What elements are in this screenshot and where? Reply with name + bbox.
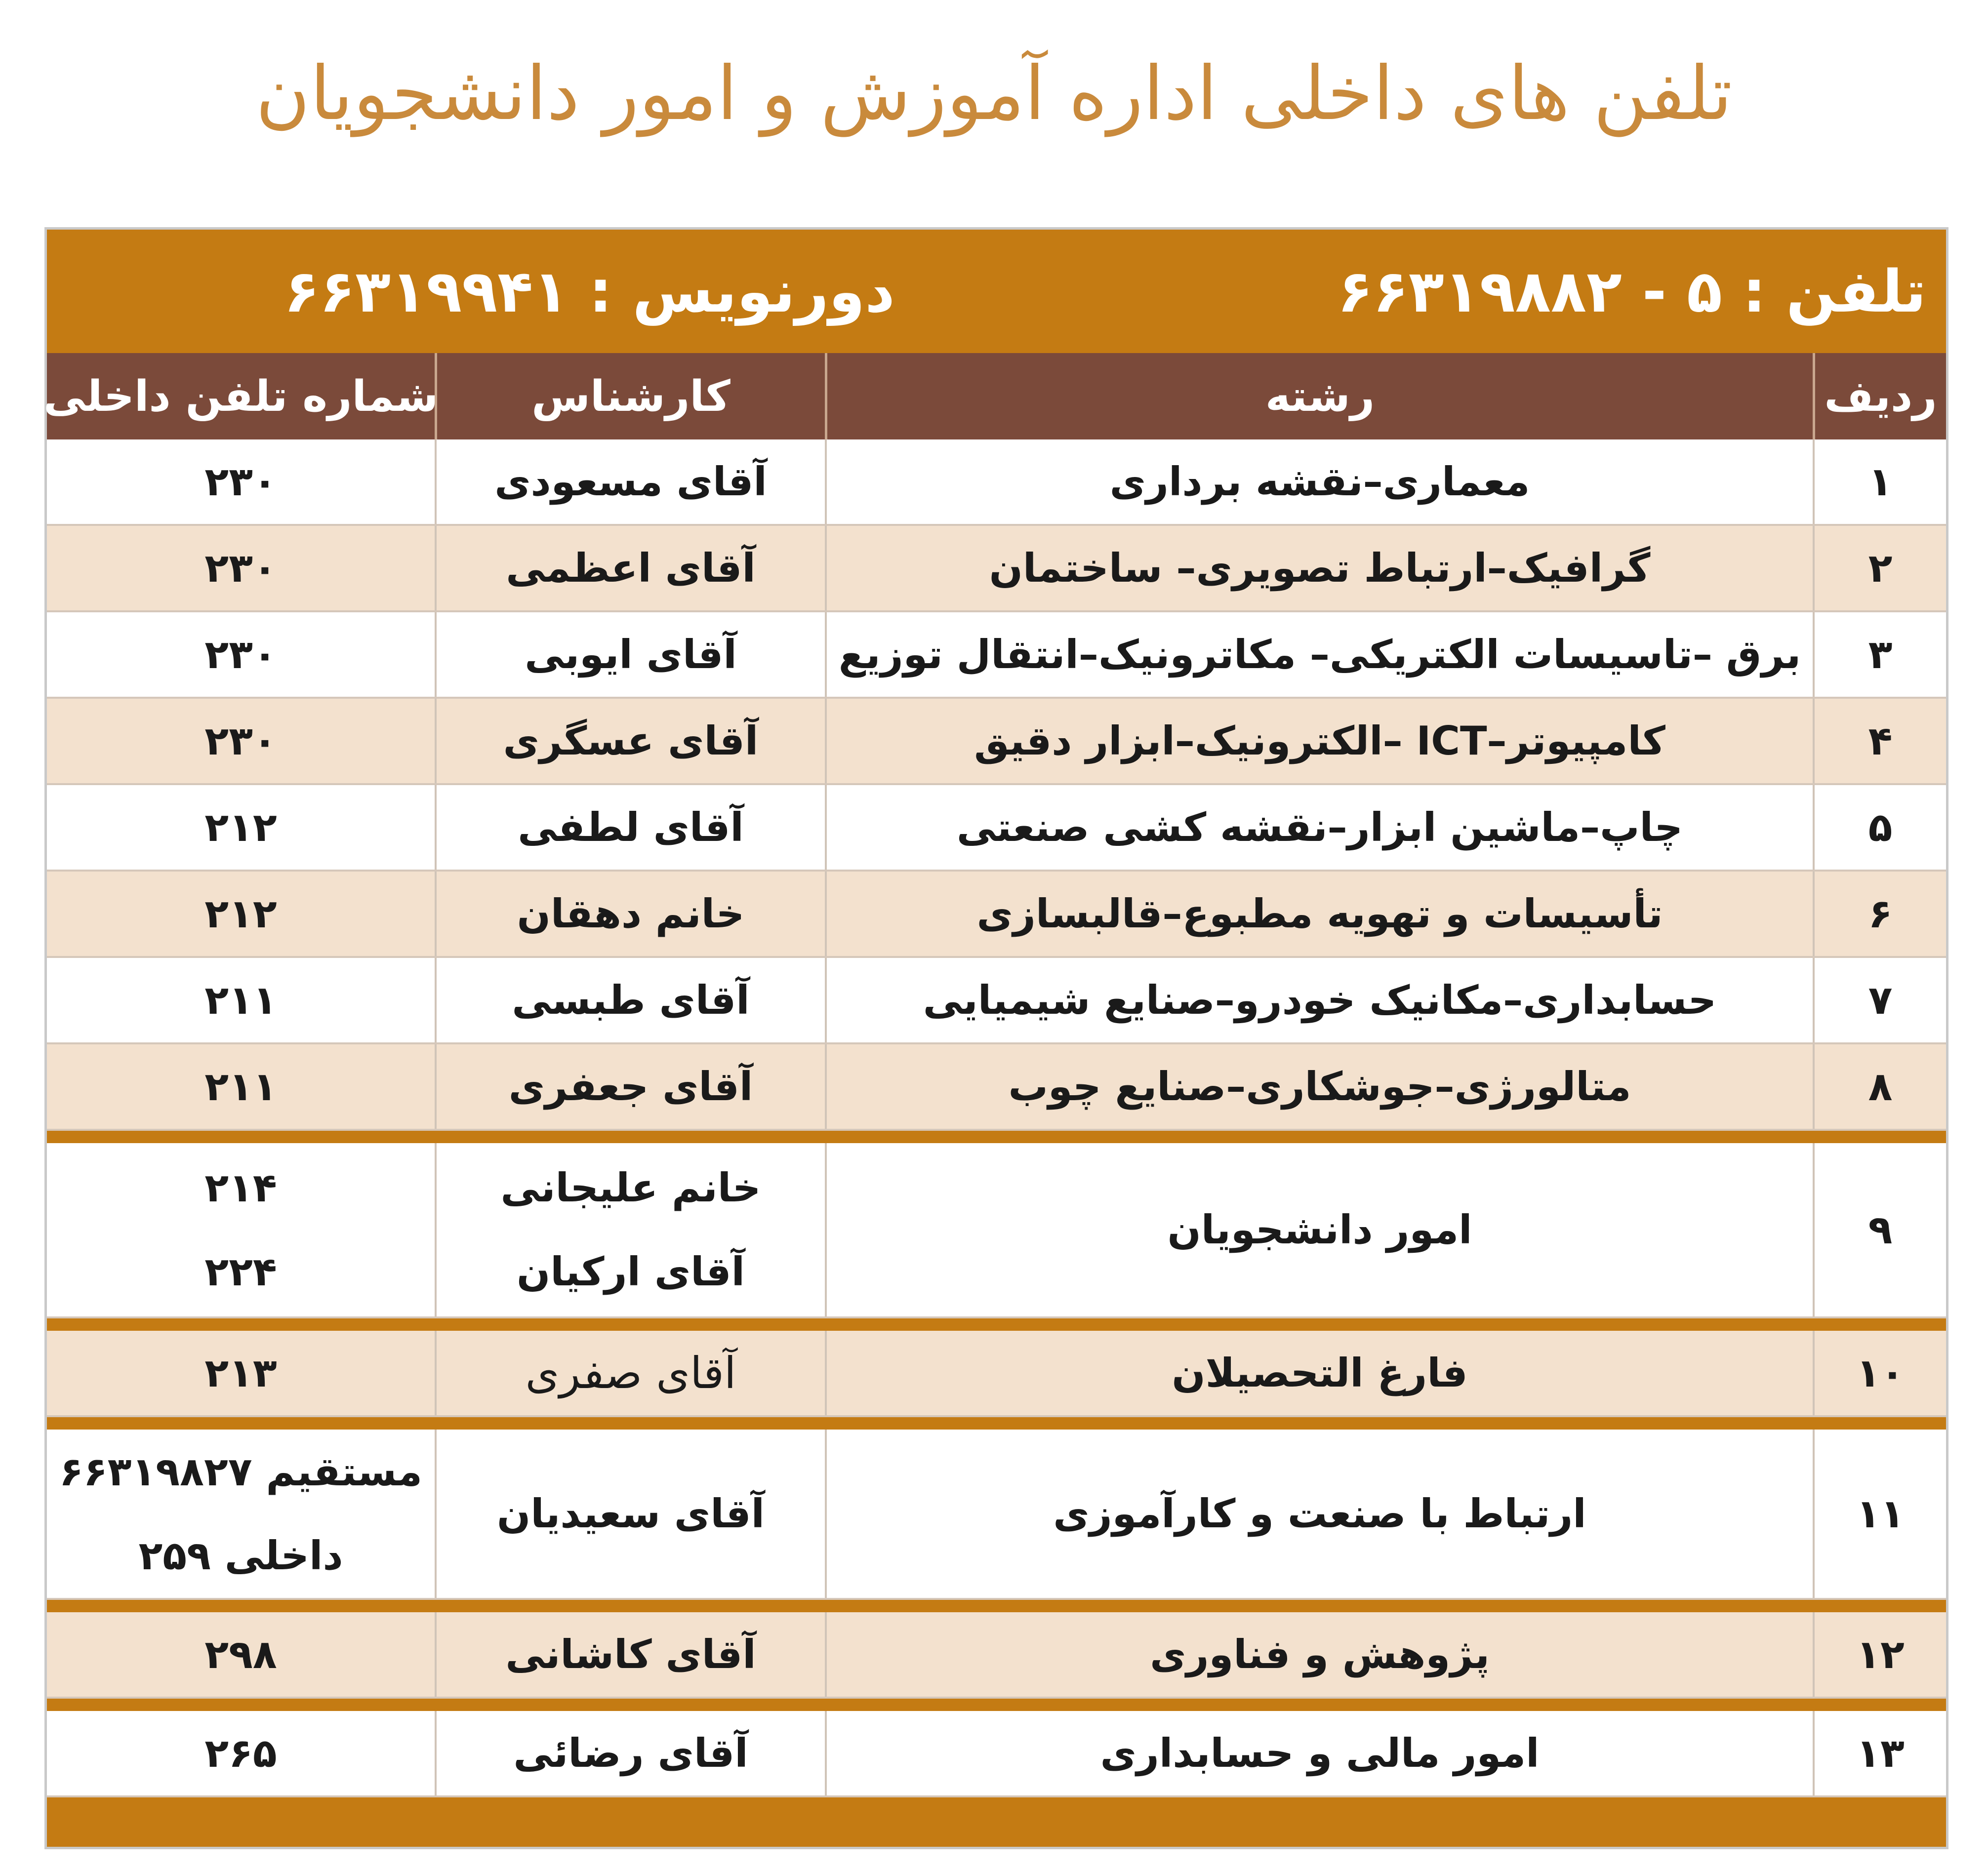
tel-line: مستقیم ۶۶۳۱۹۸۲۷: [59, 1448, 423, 1495]
cell-reshte: تأسیسات و تهویه مطبوع–قالبسازی: [825, 872, 1813, 956]
header-reshte: رشته: [825, 353, 1813, 439]
cell-reshte: پژوهش و فناوری: [825, 1612, 1813, 1697]
cell-karshenas: آقای اعظمی: [435, 526, 825, 610]
table-row: [47, 958, 1946, 1044]
cell-radif: ۱۱: [1813, 1430, 1946, 1598]
cell-reshte: متالورژی–جوشکاری–صنایع چوب: [825, 1044, 1813, 1129]
tel-line: داخلی ۲۵۹: [138, 1532, 343, 1579]
table-row: [47, 785, 1946, 872]
cell-radif: ۱۲: [1813, 1612, 1946, 1697]
contact-bar: [47, 230, 1946, 353]
row-separator: [47, 1417, 1946, 1430]
cell-karshenas: خانم دهقان: [435, 872, 825, 956]
table-row: [47, 1612, 1946, 1699]
cell-karshenas: آقای عسگری: [435, 699, 825, 783]
karshenas-line: آقای ارکیان: [517, 1248, 745, 1295]
cell-reshte: فارغ التحصیلان: [825, 1331, 1813, 1415]
table-row: [47, 699, 1946, 785]
cell-karshenas: آقای ایوبی: [435, 612, 825, 697]
cell-tel: ۲۱۲: [204, 891, 277, 937]
cell-karshenas: آقای کاشانی: [435, 1612, 825, 1697]
cell-tel: ۲۳۰: [204, 545, 277, 591]
cell-karshenas: آقای طبسی: [435, 958, 825, 1042]
cell-tel: ۲۳۰: [204, 459, 277, 505]
table-row: [47, 526, 1946, 612]
fax-number: دورنویس : ۶۶۳۱۹۹۴۱: [284, 257, 895, 325]
table-row: [47, 1044, 1946, 1131]
cell-tel: [47, 1143, 435, 1316]
cell-reshte: ارتباط با صنعت و کارآموزی: [825, 1430, 1813, 1598]
main-phone: تلفن : ۵ - ۶۶۳۱۹۸۸۲: [1337, 257, 1926, 325]
cell-tel: ۲۱۱: [204, 977, 277, 1023]
row-separator: [47, 1699, 1946, 1711]
header-radif: ردیف: [1813, 353, 1946, 439]
cell-radif: ۷: [1813, 958, 1946, 1042]
row-separator: [47, 1131, 1946, 1143]
tel-line: ۲۲۴: [204, 1248, 277, 1295]
cell-radif: ۳: [1813, 612, 1946, 697]
cell-radif: ۵: [1813, 785, 1946, 870]
phone-table: [44, 227, 1948, 1849]
cell-karshenas: آقای صفری: [435, 1331, 825, 1415]
cell-karshenas: آقای سعیدیان: [435, 1430, 825, 1598]
cell-reshte: برق –تاسیسات الکتریکی– مکاترونیک–انتقال توزیع: [825, 612, 1813, 697]
cell-tel: ۲۶۵: [204, 1730, 277, 1776]
tel-line: ۲۱۴: [204, 1164, 277, 1211]
cell-reshte: گرافیک–ارتباط تصویری– ساختمان: [825, 526, 1813, 610]
cell-karshenas: [435, 1143, 825, 1316]
table-row: [47, 1331, 1946, 1417]
cell-tel: [47, 1430, 435, 1598]
cell-reshte: معماری–نقشه برداری: [825, 439, 1813, 524]
header-tel: شماره تلفن داخلی: [43, 371, 439, 421]
cell-tel: ۲۱۱: [204, 1064, 277, 1110]
row-separator: [47, 1600, 1946, 1612]
cell-radif: ۱۳: [1813, 1711, 1946, 1795]
cell-karshenas: آقای رضائی: [435, 1711, 825, 1795]
cell-radif: ۶: [1813, 872, 1946, 956]
table-row: [47, 872, 1946, 958]
cell-radif: ۸: [1813, 1044, 1946, 1129]
header-karshenas: کارشناس: [435, 353, 825, 439]
table-row: [47, 612, 1946, 699]
cell-tel: ۲۹۸: [204, 1631, 277, 1677]
cell-radif: ۱: [1813, 439, 1946, 524]
cell-radif: ۱۰: [1813, 1331, 1946, 1415]
cell-radif: ۹: [1813, 1143, 1946, 1316]
cell-reshte: حسابداری–مکانیک خودرو–صنایع شیمیایی: [825, 958, 1813, 1042]
cell-reshte: امور دانشجویان: [825, 1143, 1813, 1316]
cell-karshenas: آقای لطفی: [435, 785, 825, 870]
table-row: [47, 1711, 1946, 1797]
cell-tel: ۲۳۰: [204, 632, 277, 677]
row-separator: [47, 1318, 1946, 1331]
cell-tel: ۲۳۰: [204, 718, 277, 764]
footer-bar: [47, 1797, 1946, 1847]
table-row: [47, 439, 1946, 526]
cell-reshte: چاپ–ماشین ابزار–نقشه کشی صنعتی: [825, 785, 1813, 870]
cell-tel: ۲۱۳: [204, 1350, 277, 1396]
cell-tel: ۲۱۲: [204, 804, 277, 850]
page-title: تلفن های داخلی اداره آموزش و امور دانشجویان: [255, 51, 1733, 137]
table-header: [43, 353, 1946, 439]
karshenas-line: خانم علیجانی: [500, 1164, 761, 1211]
cell-radif: ۴: [1813, 699, 1946, 783]
cell-karshenas: آقای جعفری: [435, 1044, 825, 1129]
cell-reshte: امور مالی و حسابداری: [825, 1711, 1813, 1795]
cell-reshte: کامپیوتر–ICT –الکترونیک–ابزار دقیق: [825, 699, 1813, 783]
cell-radif: ۲: [1813, 526, 1946, 610]
table-row: [47, 1143, 1946, 1318]
table-row: [47, 1430, 1946, 1600]
cell-karshenas: آقای مسعودی: [435, 439, 825, 524]
